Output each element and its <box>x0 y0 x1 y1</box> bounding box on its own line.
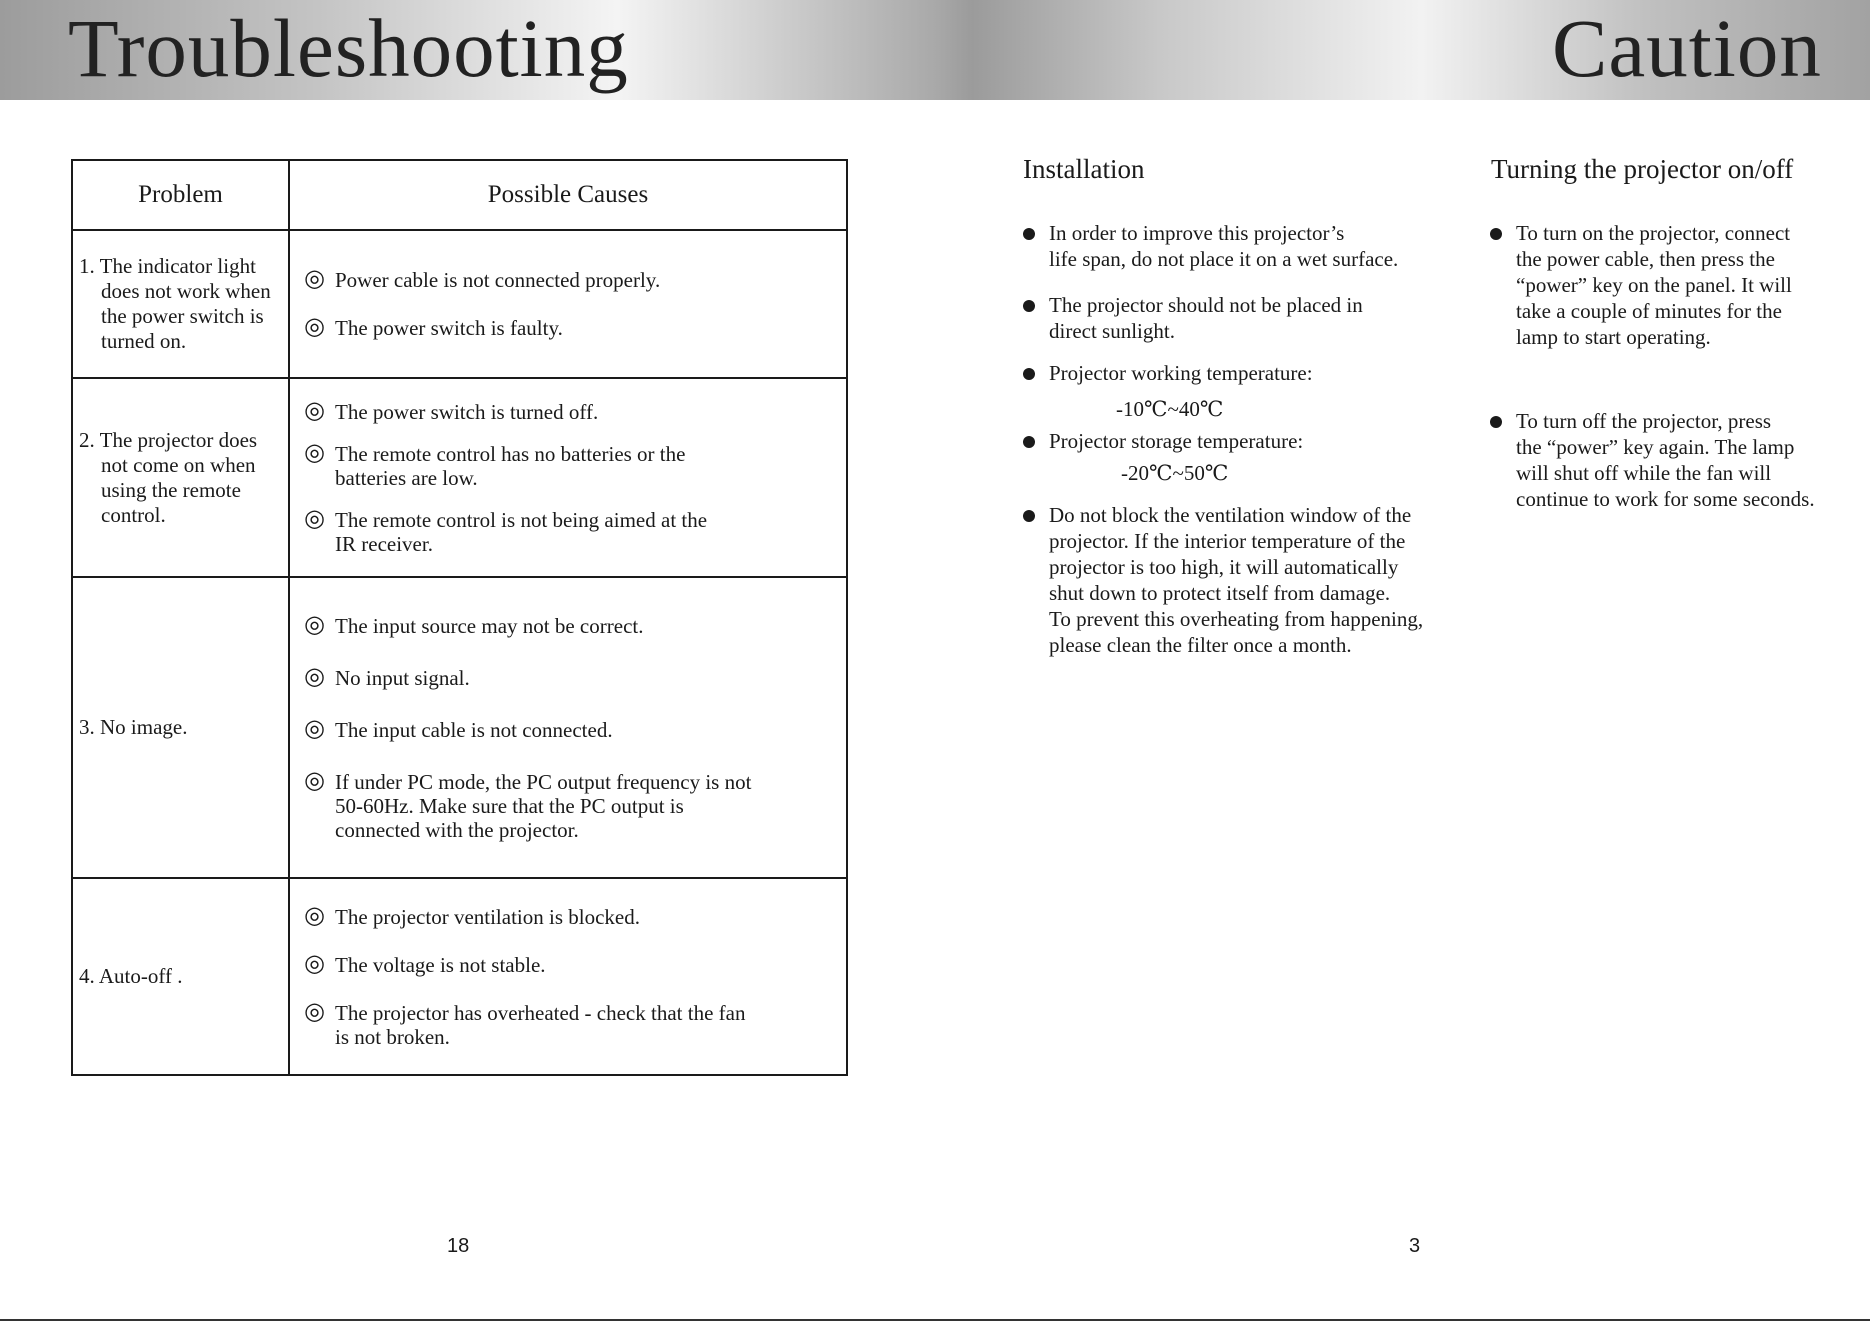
double-circle-icon: ◎ <box>304 611 325 638</box>
installation-item-text: In order to improve this projector’s life span, do not place it on a wet surface. <box>1049 221 1399 271</box>
table-row <box>72 878 847 1075</box>
cause-text: The input source may not be correct. <box>335 613 644 638</box>
problem-column-header: Problem <box>72 160 289 230</box>
bullet-dot-icon <box>1023 300 1035 312</box>
list-item <box>1489 220 1849 350</box>
header-banner <box>0 0 1870 100</box>
causes-cell <box>289 378 847 577</box>
cause-item <box>304 715 836 742</box>
cause-text: The remote control has no batteries or the batteries are low. <box>335 441 686 490</box>
list-item <box>1022 220 1462 272</box>
double-circle-icon: ◎ <box>304 439 325 466</box>
cause-text: Power cable is not connected properly. <box>335 268 661 292</box>
cause-text: The power switch is faulty. <box>335 316 563 340</box>
troubleshooting-title: Troubleshooting <box>68 2 629 94</box>
caution-title: Caution <box>1552 2 1822 94</box>
causes-cell <box>289 230 847 378</box>
cause-item <box>304 611 836 638</box>
problem-text: 2. The projector does not come on when using the remote control. <box>79 427 258 527</box>
bullet-dot-icon <box>1023 436 1035 448</box>
working-temperature: -10℃~40℃ <box>1116 397 1224 421</box>
problem-cell <box>72 577 289 878</box>
installation-heading: Installation <box>1023 154 1145 184</box>
problem-cell <box>72 878 289 1075</box>
cause-text: The input cable is not connected. <box>335 717 613 742</box>
double-circle-icon: ◎ <box>304 314 325 340</box>
table-row <box>72 577 847 878</box>
bottom-rule <box>0 1319 1870 1321</box>
cause-item <box>304 268 836 292</box>
installation-item-text: Projector working temperature: <box>1049 361 1313 385</box>
double-circle-icon: ◎ <box>304 950 325 977</box>
cause-item <box>304 950 836 977</box>
table-header-row <box>72 160 847 230</box>
causes-cell <box>289 577 847 878</box>
troubleshooting-table <box>71 159 848 1076</box>
power-onoff-heading: Turning the projector on/off <box>1491 154 1794 184</box>
problem-cell <box>72 378 289 577</box>
bullet-dot-icon <box>1023 228 1035 240</box>
causes-column-header: Possible Causes <box>289 160 847 230</box>
double-circle-icon: ◎ <box>304 902 325 929</box>
bullet-dot-icon <box>1023 368 1035 380</box>
page-number-right: 3 <box>1409 1235 1421 1257</box>
cause-text: If under PC mode, the PC output frequency is not 50-60Hz. Make sure that the PC output is connected with the projector. <box>335 769 752 842</box>
cause-text: The projector ventilation is blocked. <box>335 904 640 929</box>
installation-item-text: Projector storage temperature: <box>1049 429 1304 453</box>
list-item <box>1022 428 1462 454</box>
list-item <box>1022 502 1462 658</box>
power-item-text: To turn on the projector, connect the power cable, then press the “power” key on the panel. It will take a couple of minutes for the lamp to start operating. <box>1516 221 1792 349</box>
cause-item <box>304 505 836 556</box>
double-circle-icon: ◎ <box>304 715 325 742</box>
table-row <box>72 378 847 577</box>
double-circle-icon: ◎ <box>304 397 325 424</box>
power-item-text: To turn off the projector, press the “power” key again. The lamp will shut off while the fan will continue to work for some seconds. <box>1516 409 1815 511</box>
cause-item <box>304 439 836 490</box>
double-circle-icon: ◎ <box>304 663 325 690</box>
double-circle-icon: ◎ <box>304 505 325 532</box>
bullet-dot-icon <box>1490 228 1502 240</box>
cause-text: The voltage is not stable. <box>335 952 546 977</box>
problem-cell <box>72 230 289 378</box>
problem-text: 4. Auto-off . <box>79 964 183 988</box>
causes-cell <box>289 878 847 1075</box>
double-circle-icon: ◎ <box>304 998 325 1025</box>
installation-item-text: The projector should not be placed in direct sunlight. <box>1049 293 1363 343</box>
bullet-dot-icon <box>1023 510 1035 522</box>
list-item <box>1489 408 1849 512</box>
list-item <box>1022 292 1462 344</box>
cause-item <box>304 902 836 929</box>
cause-text: No input signal. <box>335 665 470 690</box>
cause-text: The projector has overheated - check that the fan is not broken. <box>335 1000 746 1049</box>
power-onoff-list <box>1489 220 1849 512</box>
cause-item <box>304 316 836 340</box>
cause-item <box>304 998 836 1049</box>
cause-item <box>304 663 836 690</box>
installation-list <box>1022 220 1462 658</box>
cause-text: The power switch is turned off. <box>335 399 599 424</box>
table-row <box>72 230 847 378</box>
problem-text: 1. The indicator light does not work when the power switch is turned on. <box>79 254 271 353</box>
installation-item-text: Do not block the ventilation window of the projector. If the interior temperature of the projector is too high, it will automatically shut down to protect itself from damage. To prevent this overheating from happening, please clean the filter once a month. <box>1049 503 1424 657</box>
storage-temperature: -20℃~50℃ <box>1121 461 1229 485</box>
page-number-left: 18 <box>447 1235 470 1257</box>
cause-item <box>304 767 836 842</box>
problem-text: 3. No image. <box>79 715 188 739</box>
list-item <box>1022 360 1462 386</box>
bullet-dot-icon <box>1490 416 1502 428</box>
cause-text: The remote control is not being aimed at the IR receiver. <box>335 507 708 556</box>
double-circle-icon: ◎ <box>304 767 325 794</box>
double-circle-icon: ◎ <box>304 266 325 292</box>
cause-item <box>304 397 836 424</box>
